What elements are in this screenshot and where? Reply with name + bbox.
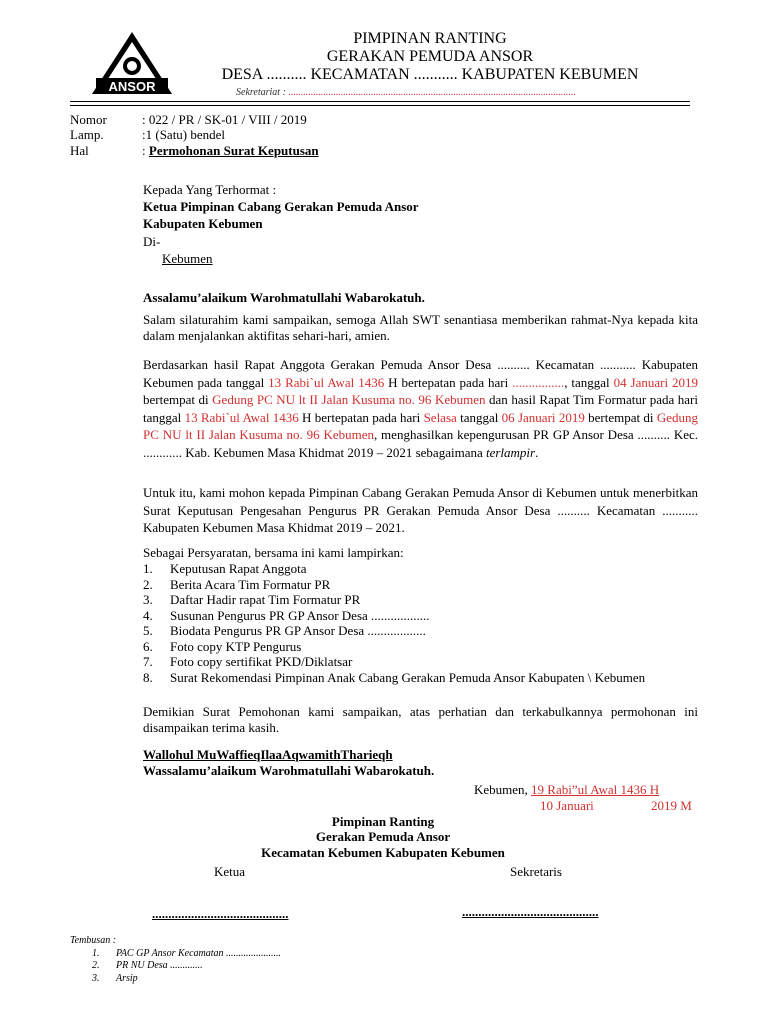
tembusan-item: [92, 948, 281, 961]
sekretariat-label: Sekretariat :: [236, 87, 286, 98]
requirement-number: 6.: [143, 638, 153, 654]
paragraph-2: Berdasarkan hasil Rapat Anggota Gerakan Pemuda Ansor Desa .......... Kecamatan ........... Kabupaten Kebumen pada tanggal 13 Rabi`ul Awal 1436 H bertepatan pada hari ................, tanggal 04 Januari 2019 bertempat di Gedung PC NU lt II Jalan Kusuma no. 96 Kebumen dan hasil Rapat Tim Formatur pada hari tanggal 13 Rabi`ul Awal 1436 H bertepatan pada hari Selasa tanggal 06 Januari 2019 bertempat di Gedung PC NU lt II Jalan Kusuma no. 96 Kebumen, menghasilkan kepengurusan PR GP Ansor Desa .......... Kec. ............ Kab. Kebumen Masa Khidmat 2019 – 2021 sebagaimana terlampir.: [143, 357, 699, 460]
ansor-logo: [90, 30, 174, 96]
requirement-number: 4.: [143, 607, 153, 623]
date-greg-year: 2019 M: [651, 798, 692, 813]
recipient-intro: Kepada Yang Terhormat :: [143, 182, 277, 197]
requirement-item: [143, 561, 698, 577]
tembusan-item: [92, 960, 281, 973]
nomor-value: : 022 / PR / SK-01 / VIII / 2019: [142, 112, 307, 127]
logo-text: ANSOR: [108, 79, 156, 94]
requirement-number: 1.: [143, 561, 153, 576]
sign-org-2: Gerakan Pemuda Ansor: [315, 829, 451, 844]
requirement-number: 5.: [143, 623, 153, 638]
sekretariat-line: [236, 87, 576, 98]
requirement-text: Keputusan Rapat Anggota: [170, 561, 307, 576]
requirements-list: [143, 561, 698, 685]
tembusan-number: 1.: [92, 947, 100, 959]
sekretariat-dots: ...................................................................................................................: [285, 87, 576, 98]
tembusan-text: PAC GP Ansor Kecamatan ......................: [116, 947, 282, 959]
kop-line-3: DESA .......... KECAMATAN ........... KABUPATEN KEBUMEN: [221, 66, 639, 83]
meta-lamp: [70, 127, 225, 143]
sign-ketua-line: ..........................................: [152, 906, 289, 921]
date-hijri: 19 Rabi”ul Awal 1436 H: [531, 782, 660, 797]
sign-org-3: Kecamatan Kebumen Kabupaten Kebumen: [261, 845, 505, 860]
tembusan-list: [70, 948, 281, 986]
recipient-city: Kebumen: [162, 251, 213, 266]
requirement-item: [143, 639, 698, 655]
tembusan-label: Tembusan :: [70, 935, 117, 946]
date-greg-day: 10 Januari: [540, 798, 594, 813]
tembusan-number: 3.: [92, 972, 100, 984]
paragraph-4: Demikian Surat Pemohonan kami sampaikan, atas perhatian dan terkabulkannya permohonan ini disampaikan terima kasih.: [143, 704, 698, 735]
sign-org-1: Pimpinan Ranting: [331, 814, 435, 829]
requirement-number: 7.: [143, 654, 153, 669]
tembusan-text: PR NU Desa .............: [116, 960, 203, 971]
requirement-item: [143, 592, 698, 608]
hal-label: Hal: [70, 143, 89, 158]
recipient-di: Di-: [143, 234, 161, 249]
requirement-text: Foto copy KTP Pengurus: [170, 638, 302, 654]
requirement-item: [143, 670, 698, 686]
requirement-number: 8.: [143, 669, 153, 685]
closing-2: Wassalamu’alaikum Warohmatullahi Wabarokatuh.: [143, 763, 435, 778]
requirement-item: [143, 577, 698, 593]
requirement-item: [143, 654, 698, 670]
tembusan-item: [92, 973, 281, 986]
tembusan-number: 2.: [92, 960, 100, 971]
requirement-text: Berita Acara Tim Formatur PR: [170, 576, 331, 592]
sign-ketua-label: Ketua: [214, 864, 246, 879]
kop-line-2: GERAKAN PEMUDA ANSOR: [326, 48, 534, 65]
meta-hal: [70, 143, 319, 159]
sign-sekretaris-line: ..........................................: [462, 904, 599, 919]
kop-line-1: PIMPINAN RANTING: [353, 30, 507, 47]
tembusan-text: Arsip: [116, 972, 138, 984]
sign-sekretaris-label: Sekretaris: [510, 864, 562, 879]
greeting: Assalamu’alaikum Warohmatullahi Wabarokatuh.: [143, 290, 425, 305]
date-hijri-line: [474, 782, 659, 798]
hal-value: Permohonan Surat Keputusan: [148, 143, 319, 158]
requirement-number: 3.: [143, 592, 153, 607]
requirement-number: 2.: [143, 576, 153, 592]
hal-colon: :: [142, 143, 149, 158]
requirement-text: Foto copy sertifikat PKD/Diklatsar: [170, 654, 353, 669]
requirement-text: Surat Rekomendasi Pimpinan Anak Cabang Gerakan Pemuda Ansor Kabupaten \ Kebumen: [170, 669, 646, 685]
date-place: Kebumen,: [474, 782, 532, 797]
requirement-text: Daftar Hadir rapat Tim Formatur PR: [170, 592, 361, 607]
requirement-text: Susunan Pengurus PR GP Ansor Desa ..................: [170, 607, 430, 623]
header-rule-top: [70, 101, 690, 102]
tembusan: [70, 935, 281, 985]
recipient-line-2: Kabupaten Kebumen: [143, 216, 263, 231]
requirement-item: [143, 608, 698, 624]
recipient-line-1: Ketua Pimpinan Cabang Gerakan Pemuda Ansor: [143, 199, 419, 214]
nomor-label: Nomor: [70, 112, 107, 127]
paragraph-1: Salam silaturahim kami sampaikan, semoga Allah SWT senantiasa memberikan rahmat-Nya kepada kita dalam menjalankan aktifitas sehari-hari, amien.: [143, 312, 698, 343]
meta-nomor: [70, 112, 307, 128]
header-rule-bottom: [70, 105, 690, 106]
lamp-value: :1 (Satu) bendel: [142, 127, 226, 142]
requirements-intro: Sebagai Persyaratan, bersama ini kami lampirkan:: [143, 545, 404, 560]
paragraph-3: Untuk itu, kami mohon kepada Pimpinan Cabang Gerakan Pemuda Ansor di Kebumen untuk menerbitkan Surat Keputusan Pengesahan Pengurus PR Gerakan Pemuda Ansor Desa .......... Kecamatan ........... Kabupaten Kebumen Masa Khidmat 2019 – 2021.: [143, 485, 698, 536]
requirement-item: [143, 623, 698, 639]
requirement-text: Biodata Pengurus PR GP Ansor Desa ..................: [170, 623, 426, 638]
closing-1: Wallohul MuWaffieqIlaaAqwamithTharieqh: [143, 747, 393, 762]
lamp-label: Lamp.: [70, 127, 104, 142]
